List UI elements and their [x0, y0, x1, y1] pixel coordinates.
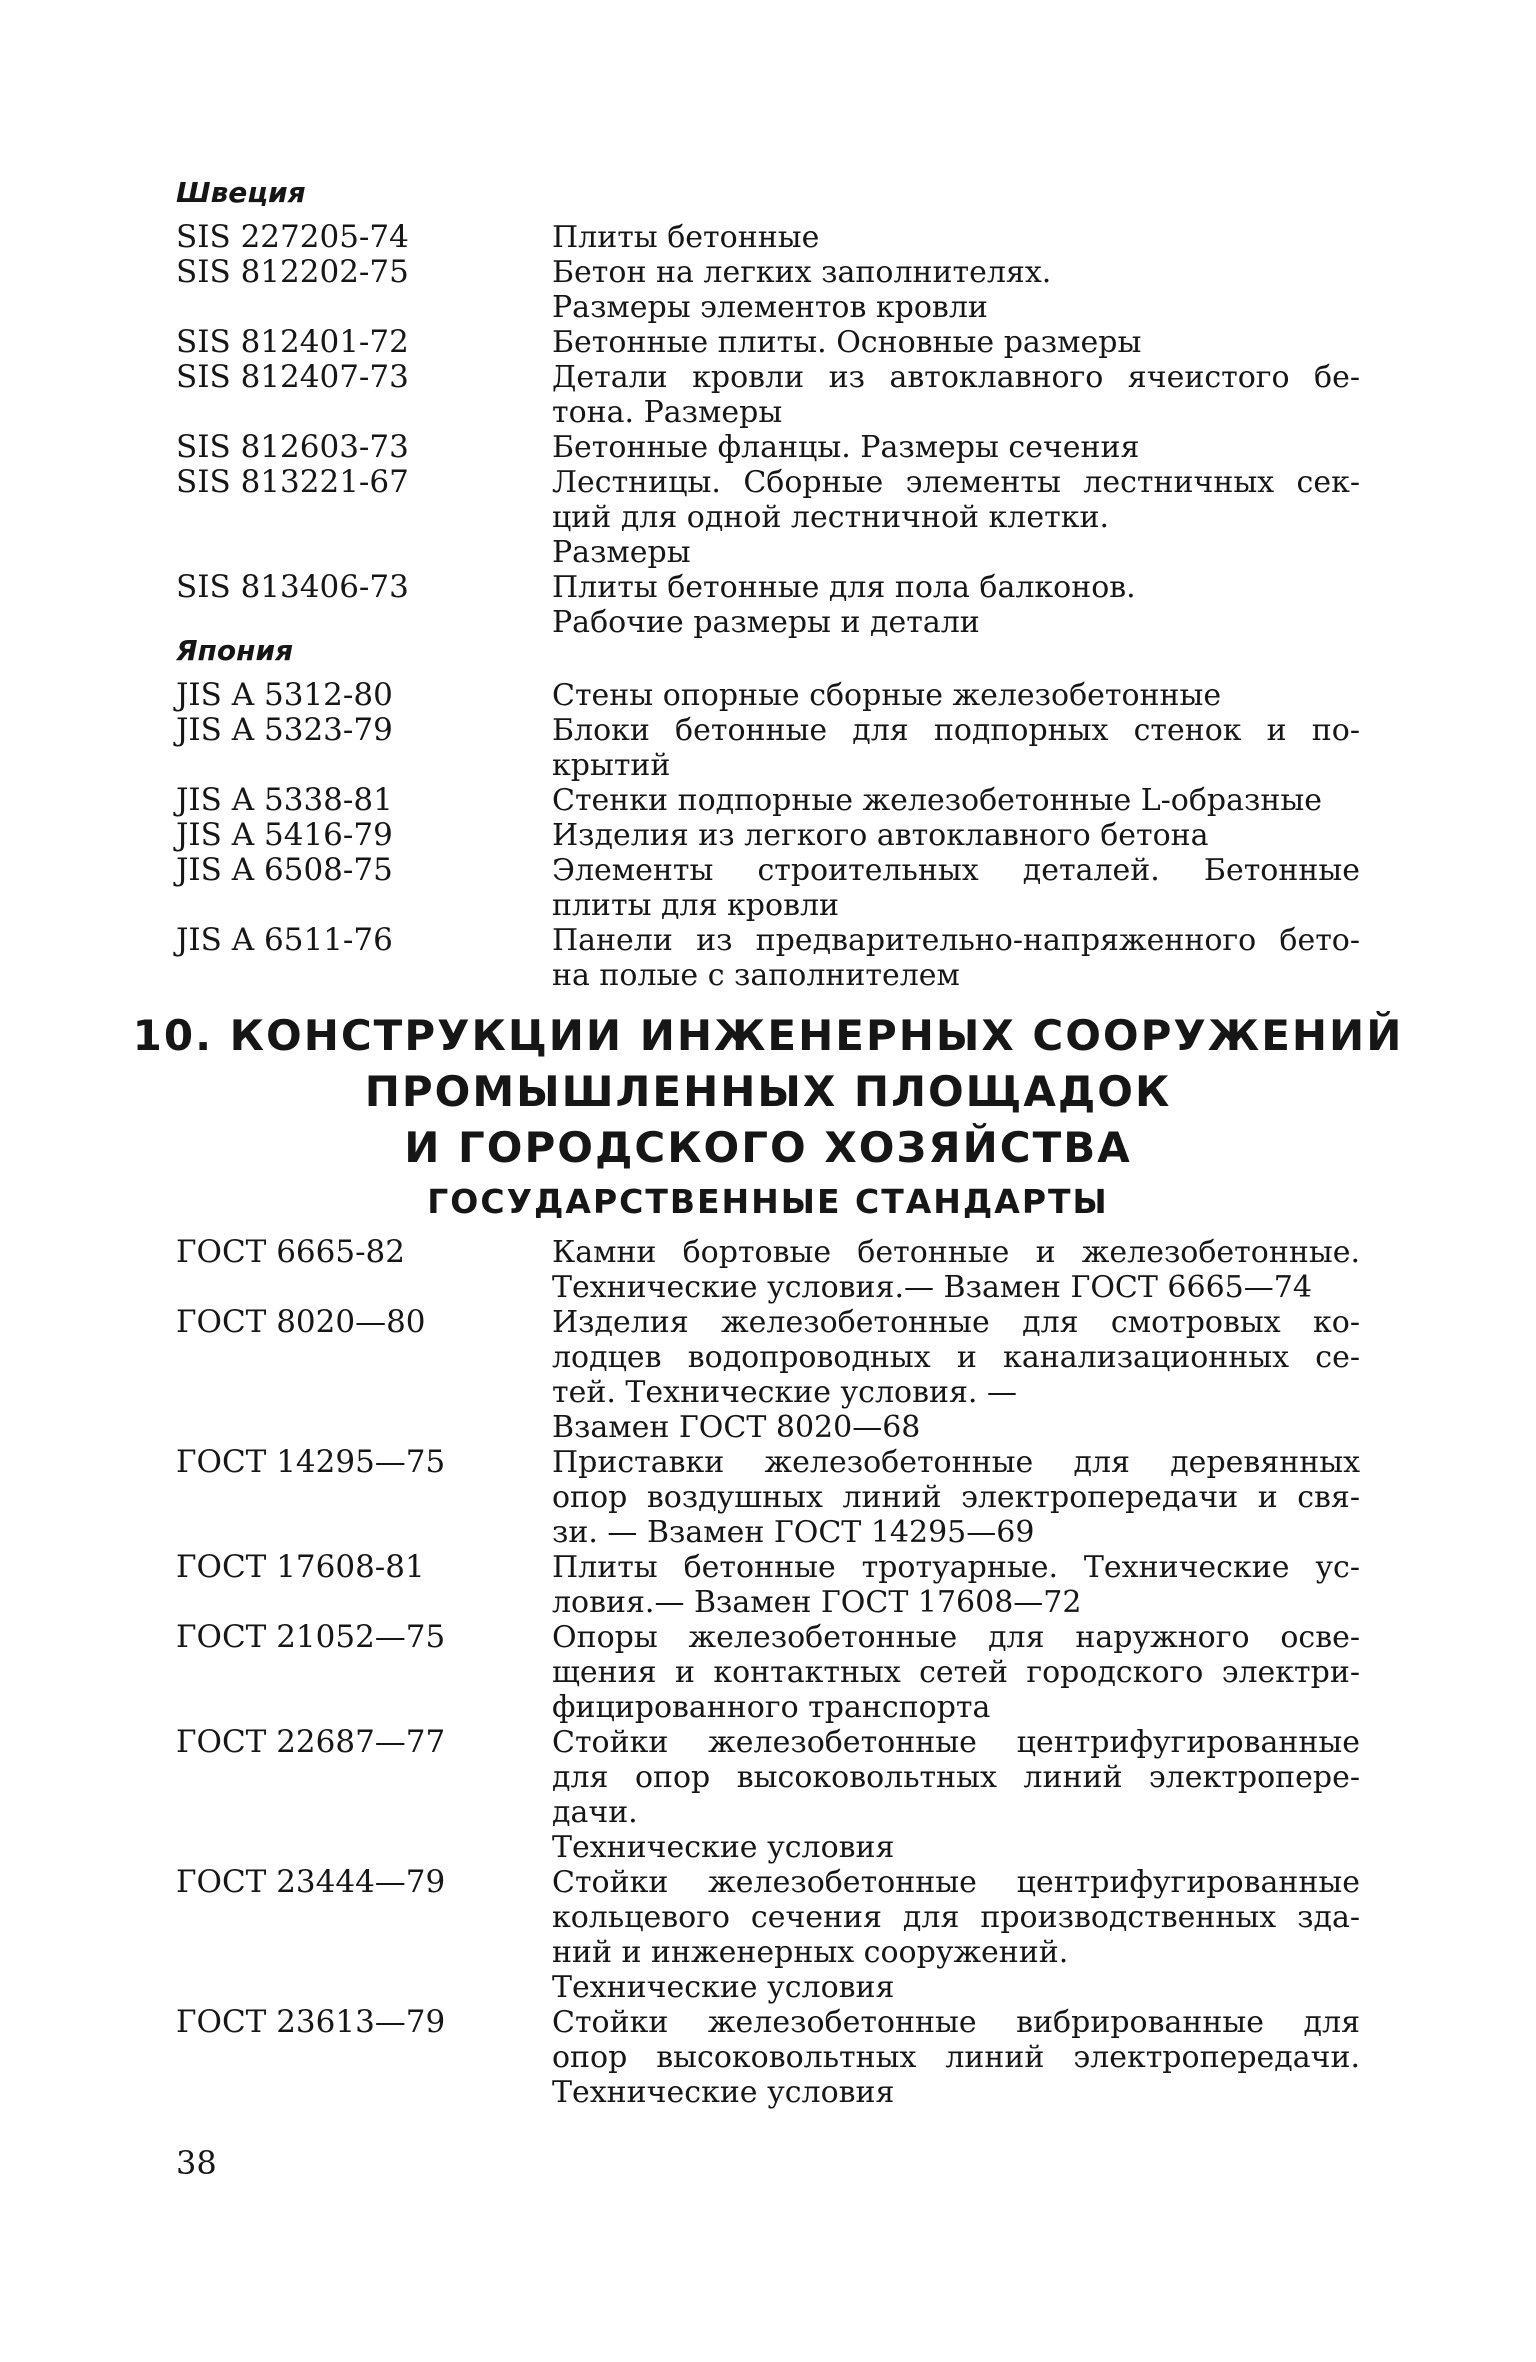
standard-code: JIS A 6511-76 [176, 922, 393, 958]
description-line: Приставки железобетонные для деревянных [552, 1445, 1360, 1480]
standard-description [552, 1620, 1360, 1725]
description-line: Изделия из легкого автоклавного бетона [552, 818, 1209, 853]
description-line: Плиты бетонные тротуарные. Технические ус- [552, 1550, 1360, 1585]
description-line: тей. Технические условия. — [552, 1375, 1017, 1410]
standard-code: SIS 812407-73 [176, 359, 409, 395]
description-line: Плиты бетонные для пола балконов. [552, 570, 1136, 605]
description-line: Размеры [552, 535, 691, 570]
standard-description [552, 713, 1360, 783]
description-line: Стенки подпорные железобетонные L-образные [552, 783, 1323, 818]
standard-code: ГОСТ 17608-81 [176, 1549, 425, 1585]
description-line: на полые с заполнителем [552, 958, 960, 993]
description-line: Панели из предварительно-напряженного бето- [552, 923, 1360, 958]
standard-description [552, 220, 1360, 255]
description-line: Элементы строительных деталей. Бетонные [552, 853, 1360, 888]
standard-code: ГОСТ 22687—77 [176, 1724, 446, 1760]
description-line: Бетонные плиты. Основные размеры [552, 325, 1142, 360]
standard-description [552, 255, 1360, 325]
description-line: Рабочие размеры и детали [552, 605, 980, 640]
description-line: Стойки железобетонные центрифугированные [552, 1865, 1360, 1900]
standard-description [552, 783, 1360, 818]
standard-description [552, 853, 1360, 923]
description-line: Камни бортовые бетонные и железобетонные. [552, 1235, 1360, 1270]
standard-description [552, 923, 1360, 993]
description-line: Взамен ГОСТ 8020—68 [552, 1410, 921, 1445]
description-line: крытий [552, 748, 671, 783]
description-line: Блоки бетонные для подпорных стенок и по- [552, 713, 1360, 748]
standard-code: SIS 812401-72 [176, 324, 409, 360]
description-line: Плиты бетонные [552, 220, 820, 255]
country-heading-sweden: Швеция [176, 176, 306, 209]
description-line: ловия.— Взамен ГОСТ 17608—72 [552, 1585, 1082, 1620]
standard-description [552, 1305, 1360, 1445]
description-line: Технические условия.— Взамен ГОСТ 6665—74 [552, 1270, 1312, 1305]
description-line: Изделия железобетонные для смотровых ко- [552, 1305, 1360, 1340]
description-line: Бетонные фланцы. Размеры сечения [552, 430, 1140, 465]
section-title: И ГОРОДСКОГО ХОЗЯЙСТВА [404, 1123, 1132, 1172]
standard-code: JIS A 5323-79 [176, 712, 393, 748]
standard-code: ГОСТ 6665-82 [176, 1234, 406, 1270]
standard-code: JIS A 6508-75 [176, 852, 393, 888]
standard-description [552, 325, 1360, 360]
standard-description [552, 430, 1360, 465]
description-line: Стойки железобетонные центрифугированные [552, 1725, 1360, 1760]
description-line: Размеры элементов кровли [552, 290, 988, 325]
standard-code: ГОСТ 14295—75 [176, 1444, 446, 1480]
description-line: ний и инженерных сооружений. [552, 1935, 1069, 1970]
standard-description [552, 360, 1360, 430]
standard-code: ГОСТ 8020—80 [176, 1304, 426, 1340]
standard-description [552, 818, 1360, 853]
standard-code: SIS 227205-74 [176, 219, 409, 255]
standard-description [552, 678, 1360, 713]
standard-description [552, 1550, 1360, 1620]
description-line: Технические условия [552, 2075, 895, 2110]
section-subtitle: ГОСУДАРСТВЕННЫЕ СТАНДАРТЫ [427, 1182, 1109, 1221]
description-line: для опор высоковольтных линий электропере- [552, 1760, 1360, 1795]
description-line: ций для одной лестничной клетки. [552, 500, 1109, 535]
standard-code: ГОСТ 23444—79 [176, 1864, 446, 1900]
section-title: 10. КОНСТРУКЦИИ ИНЖЕНЕРНЫХ СООРУЖЕНИЙ [132, 1011, 1404, 1060]
standard-code: SIS 812202-75 [176, 254, 409, 290]
description-line: Стойки железобетонные вибрированные для [552, 2005, 1360, 2040]
standard-description [552, 1865, 1360, 2005]
description-line: лодцев водопроводных и канализационных се- [552, 1340, 1360, 1375]
description-line: фицированного транспорта [552, 1690, 991, 1725]
standard-description [552, 570, 1360, 640]
standard-code: SIS 813406-73 [176, 569, 409, 605]
country-heading-japan: Япония [176, 634, 294, 667]
standard-description [552, 1725, 1360, 1865]
standard-description [552, 1235, 1360, 1305]
description-line: Стены опорные сборные железобетонные [552, 678, 1222, 713]
description-line: Технические условия [552, 1830, 895, 1865]
section-title: ПРОМЫШЛЕННЫХ ПЛОЩАДОК [364, 1067, 1172, 1116]
description-line: щения и контактных сетей городского электри- [552, 1655, 1360, 1690]
standard-code: ГОСТ 23613—79 [176, 2004, 446, 2040]
description-line: Детали кровли из автоклавного ячеистого бе- [552, 360, 1360, 395]
description-line: тона. Размеры [552, 395, 783, 430]
description-line: кольцевого сечения для производственных зда- [552, 1900, 1360, 1935]
standard-code: JIS A 5416-79 [176, 817, 393, 853]
description-line: Лестницы. Сборные элементы лестничных сек- [552, 465, 1360, 500]
standard-code: SIS 812603-73 [176, 429, 409, 465]
standard-code: JIS A 5312-80 [176, 677, 393, 713]
description-line: Опоры железобетонные для наружного осве- [552, 1620, 1360, 1655]
standard-code: SIS 813221-67 [176, 464, 409, 500]
description-line: Технические условия [552, 1970, 895, 2005]
description-line: опор воздушных линий электропередачи и свя- [552, 1480, 1360, 1515]
description-line: опор высоковольтных линий электропередачи. [552, 2040, 1360, 2075]
standard-description [552, 2005, 1360, 2110]
standard-description [552, 1445, 1360, 1550]
description-line: дачи. [552, 1795, 638, 1830]
standard-description [552, 465, 1360, 570]
page-number: 38 [176, 2144, 217, 2182]
standard-code: ГОСТ 21052—75 [176, 1619, 446, 1655]
description-line: плиты для кровли [552, 888, 840, 923]
description-line: Бетон на легких заполнителях. [552, 255, 1052, 290]
description-line: зи. — Взамен ГОСТ 14295—69 [552, 1515, 1035, 1550]
standard-code: JIS A 5338-81 [176, 782, 393, 818]
